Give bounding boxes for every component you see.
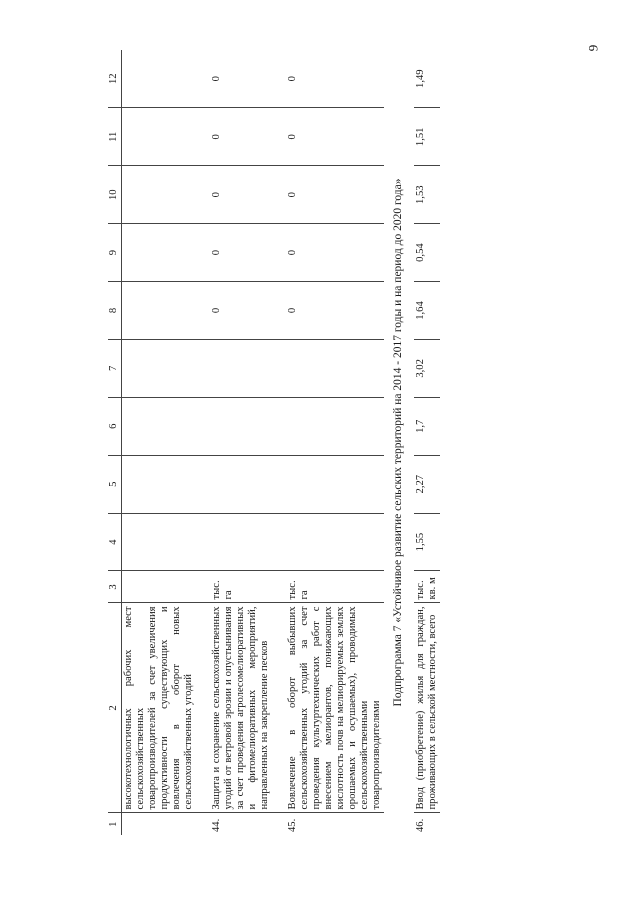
value-cell: 3,02: [414, 339, 440, 397]
table-row: [210, 50, 272, 835]
value-cell: [122, 282, 197, 340]
table-header-row: [108, 50, 122, 835]
header-cell: 10: [108, 166, 122, 224]
value-cell: 0: [286, 108, 384, 166]
header-cell: 2: [108, 603, 122, 813]
value-cell: 0: [286, 282, 384, 340]
header-cell: 3: [108, 571, 122, 603]
value-cell: 1,51: [414, 108, 440, 166]
subprogram-title: Подпрограмма 7 «Устойчивое развитие сельских территорий на 2014 - 2017 годы и на период до 2020 года»: [392, 178, 404, 707]
value-cell: 0: [210, 108, 272, 166]
row-number: 46.: [415, 818, 426, 832]
row-unit: [122, 571, 197, 603]
value-cell: [122, 513, 197, 571]
header-cell: 1: [108, 813, 122, 835]
value-cell: 0: [210, 166, 272, 224]
value-cell: [210, 397, 272, 455]
landscape-content: [108, 60, 640, 835]
value-cell: [122, 339, 197, 397]
indicators-table: [108, 50, 440, 835]
value-cell: [122, 108, 197, 166]
row-number: 44.: [211, 818, 222, 832]
row-name: высокотехнологичных рабочих мест сельскохозяйственных товаропроизводителей за счет увеличения продуктивности существующих и вовлечения в оборот новых сельскохозяйственных угодий: [122, 603, 197, 813]
row-unit: тыс. га: [286, 571, 384, 603]
row-number: 45.: [287, 818, 298, 832]
value-cell: [210, 339, 272, 397]
row-unit: тыс. га: [210, 571, 272, 603]
row-name: Вовлечение в оборот выбывших сельскохозяйственных угодий за счет проведения культуртехнических работ с внесением мелиорантов, понижающих кислотность почв на мелиорируемых землях орошаемых и осушаемых), проводимых сельскохозяйственными товаропроизводителями: [286, 603, 384, 813]
value-cell: 0: [210, 282, 272, 340]
table-row: [414, 50, 440, 835]
header-cell: 5: [108, 455, 122, 513]
header-cell: 11: [108, 108, 122, 166]
row-number: [122, 813, 197, 835]
value-cell: 1,49: [414, 50, 440, 108]
value-cell: 0: [210, 224, 272, 282]
value-cell: [122, 455, 197, 513]
value-cell: [210, 455, 272, 513]
value-cell: 0: [286, 50, 384, 108]
value-cell: 2,27: [414, 455, 440, 513]
value-cell: 1,53: [414, 166, 440, 224]
value-cell: 1,7: [414, 397, 440, 455]
value-cell: 1,55: [414, 513, 440, 571]
row-unit: тыс. кв. м: [414, 571, 440, 603]
value-cell: [286, 455, 384, 513]
value-cell: [286, 397, 384, 455]
header-cell: 12: [108, 50, 122, 108]
value-cell: [122, 50, 197, 108]
value-cell: [122, 397, 197, 455]
row-name: Защита и сохранение сельскохозяйственных угодий от ветровой эрозии и опустынивания за счет проведения агролесомелиоративных и фитомелиоративных мероприятий, направленных на закрепление песков: [210, 603, 272, 813]
header-cell: 6: [108, 397, 122, 455]
value-cell: [122, 224, 197, 282]
header-cell: 9: [108, 224, 122, 282]
page-number: 9: [584, 44, 600, 52]
header-cell: 8: [108, 282, 122, 340]
value-cell: 0: [286, 166, 384, 224]
row-name: Ввод (приобретение) жилья для граждан, проживающих в сельской местности, всего: [414, 603, 440, 813]
value-cell: 0: [286, 224, 384, 282]
header-cell: 4: [108, 513, 122, 571]
value-cell: [286, 339, 384, 397]
value-cell: 0,54: [414, 224, 440, 282]
value-cell: 0: [210, 50, 272, 108]
value-cell: [210, 513, 272, 571]
value-cell: [122, 166, 197, 224]
table-row: [122, 50, 197, 835]
subprogram-title-row: [384, 50, 414, 835]
value-cell: [286, 513, 384, 571]
value-cell: 1,64: [414, 282, 440, 340]
header-cell: 7: [108, 339, 122, 397]
table-row: [286, 50, 384, 835]
